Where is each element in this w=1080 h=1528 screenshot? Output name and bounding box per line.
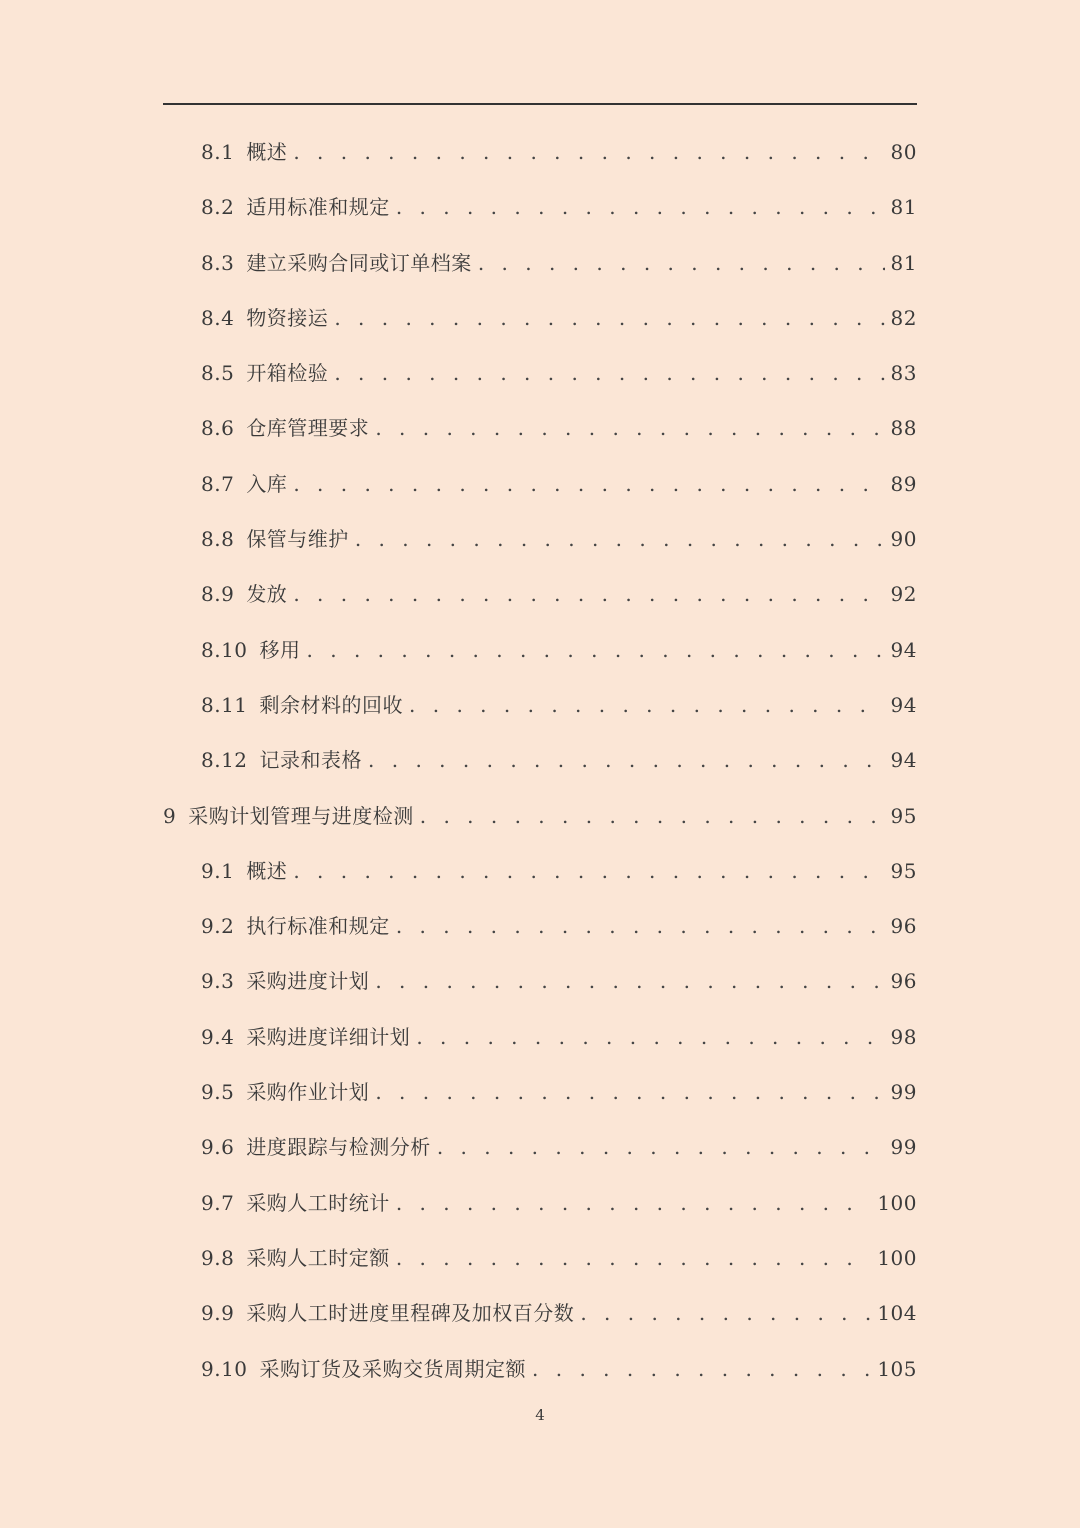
toc-entry-number: 8.3 — [201, 250, 235, 275]
dot-leader — [355, 512, 885, 567]
toc-entry-title: 采购人工时定额 — [246, 1245, 390, 1270]
toc-entry-page: 94 — [890, 692, 917, 717]
dot-leader — [420, 789, 885, 844]
toc-entry[interactable] — [163, 401, 917, 456]
dot-leader — [437, 1120, 885, 1175]
toc-entry-title: 发放 — [246, 582, 288, 607]
table-of-contents — [163, 125, 917, 1397]
toc-entry[interactable] — [163, 1286, 917, 1341]
toc-entry-page: 100 — [877, 1190, 917, 1215]
toc-entry-title: 概述 — [246, 858, 288, 883]
toc-entry-title: 仓库管理要求 — [246, 416, 370, 441]
toc-entry-page: 83 — [890, 361, 917, 386]
toc-entry-number: 8.6 — [201, 416, 235, 441]
toc-entry-page: 81 — [890, 195, 917, 220]
toc-entry-page: 80 — [890, 140, 917, 164]
toc-entry-number: 8.2 — [201, 195, 235, 220]
dot-leader — [293, 567, 884, 622]
toc-entry-title: 适用标准和规定 — [246, 195, 390, 220]
dot-leader — [375, 954, 884, 1009]
toc-entry-number: 9 — [163, 803, 177, 828]
toc-entry-number: 9.4 — [201, 1024, 235, 1049]
toc-entry[interactable] — [163, 1120, 917, 1175]
toc-entry-title: 建立采购合同或订单档案 — [246, 250, 472, 275]
dot-leader — [532, 1342, 871, 1397]
toc-entry-page: 92 — [890, 582, 917, 607]
toc-entry-number: 9.1 — [201, 858, 235, 883]
dot-leader — [416, 1010, 884, 1065]
toc-entry-number: 9.10 — [201, 1356, 248, 1381]
toc-entry-title: 入库 — [246, 471, 288, 496]
toc-entry-title: 开箱检验 — [246, 361, 329, 386]
toc-entry[interactable] — [163, 733, 917, 788]
toc-entry-number: 9.2 — [201, 914, 235, 939]
toc-entry-number: 9.3 — [201, 969, 235, 994]
toc-entry[interactable] — [163, 954, 917, 1009]
toc-entry-number: 9.8 — [201, 1245, 235, 1270]
toc-entry-title: 进度跟踪与检测分析 — [246, 1135, 431, 1160]
toc-entry-number: 8.8 — [201, 527, 235, 552]
toc-entry-page: 95 — [890, 803, 917, 828]
toc-entry-number: 8.10 — [201, 637, 248, 662]
toc-entry-page: 82 — [890, 305, 917, 330]
toc-entry-number: 9.6 — [201, 1135, 235, 1160]
header-rule — [163, 103, 917, 105]
toc-entry-title: 采购人工时统计 — [246, 1190, 390, 1215]
dot-leader — [293, 125, 884, 180]
toc-entry-title: 采购进度计划 — [246, 969, 370, 994]
toc-entry[interactable] — [163, 1342, 917, 1397]
toc-entry[interactable] — [163, 1065, 917, 1120]
toc-entry[interactable] — [163, 844, 917, 899]
toc-entry-title: 剩余材料的回收 — [259, 692, 404, 717]
toc-entry-number: 8.9 — [201, 582, 235, 607]
toc-entry[interactable] — [163, 678, 917, 733]
dot-leader — [580, 1286, 871, 1341]
toc-entry[interactable] — [163, 1231, 917, 1286]
dot-leader — [293, 844, 884, 899]
toc-entry-title: 移用 — [259, 637, 301, 662]
dot-leader — [396, 180, 885, 235]
toc-entry-number: 8.5 — [201, 361, 235, 386]
toc-entry-number: 8.12 — [201, 748, 248, 773]
dot-leader — [396, 1231, 872, 1286]
toc-entry-page: 95 — [890, 858, 917, 883]
toc-entry-title: 采购进度详细计划 — [246, 1024, 411, 1049]
toc-entry-page: 98 — [890, 1024, 917, 1049]
dot-leader — [334, 291, 884, 346]
toc-entry[interactable] — [163, 1010, 917, 1065]
toc-entry-page: 104 — [877, 1301, 917, 1326]
toc-entry-page: 99 — [890, 1080, 917, 1105]
toc-entry-page: 96 — [890, 969, 917, 994]
toc-entry[interactable] — [163, 125, 917, 180]
toc-entry[interactable] — [163, 291, 917, 346]
toc-entry[interactable] — [163, 346, 917, 401]
toc-entry[interactable] — [163, 899, 917, 954]
toc-entry-title: 采购订货及采购交货周期定额 — [259, 1356, 527, 1381]
toc-entry[interactable] — [163, 180, 917, 235]
toc-entry-page: 88 — [890, 416, 917, 441]
toc-entry-title: 采购计划管理与进度检测 — [188, 803, 414, 828]
dot-leader — [409, 678, 885, 733]
dot-leader — [293, 457, 884, 512]
toc-entry-number: 8.4 — [201, 305, 235, 330]
toc-entry-page: 89 — [890, 471, 917, 496]
toc-entry-number: 9.5 — [201, 1080, 235, 1105]
dot-leader — [307, 623, 885, 678]
toc-entry-number: 9.7 — [201, 1190, 235, 1215]
toc-entry-title: 执行标准和规定 — [246, 914, 390, 939]
toc-entry-page: 81 — [890, 250, 917, 275]
toc-entry-title: 采购作业计划 — [246, 1080, 370, 1105]
toc-entry[interactable] — [163, 567, 917, 622]
toc-entry-page: 94 — [890, 637, 917, 662]
toc-entry-number: 8.11 — [201, 692, 248, 717]
toc-entry-title: 物资接运 — [246, 305, 329, 330]
toc-entry[interactable] — [163, 457, 917, 512]
toc-entry[interactable] — [163, 236, 917, 291]
dot-leader — [334, 346, 884, 401]
dot-leader — [478, 236, 885, 291]
toc-entry[interactable] — [163, 623, 917, 678]
toc-entry[interactable] — [163, 789, 917, 844]
toc-entry[interactable] — [163, 1176, 917, 1231]
toc-entry-title: 采购人工时进度里程碑及加权百分数 — [246, 1301, 575, 1326]
toc-entry-page: 90 — [890, 527, 917, 552]
toc-entry-title: 概述 — [246, 140, 288, 164]
toc-entry-page: 94 — [890, 748, 917, 773]
toc-entry-page: 105 — [877, 1356, 917, 1381]
dot-leader — [396, 899, 885, 954]
toc-entry-number: 8.1 — [201, 140, 235, 164]
toc-entry-page: 96 — [890, 914, 917, 939]
toc-entry-page: 99 — [890, 1135, 917, 1160]
toc-entry-title: 记录和表格 — [259, 748, 363, 773]
toc-entry-title: 保管与维护 — [246, 527, 349, 552]
dot-leader — [375, 1065, 884, 1120]
dot-leader — [396, 1176, 872, 1231]
dot-leader — [368, 733, 885, 788]
toc-entry-page: 100 — [877, 1245, 917, 1270]
dot-leader — [375, 401, 884, 456]
page-number: 4 — [535, 1406, 545, 1424]
toc-entry[interactable] — [163, 512, 917, 567]
toc-entry-number: 9.9 — [201, 1301, 235, 1326]
toc-entry-number: 8.7 — [201, 471, 235, 496]
